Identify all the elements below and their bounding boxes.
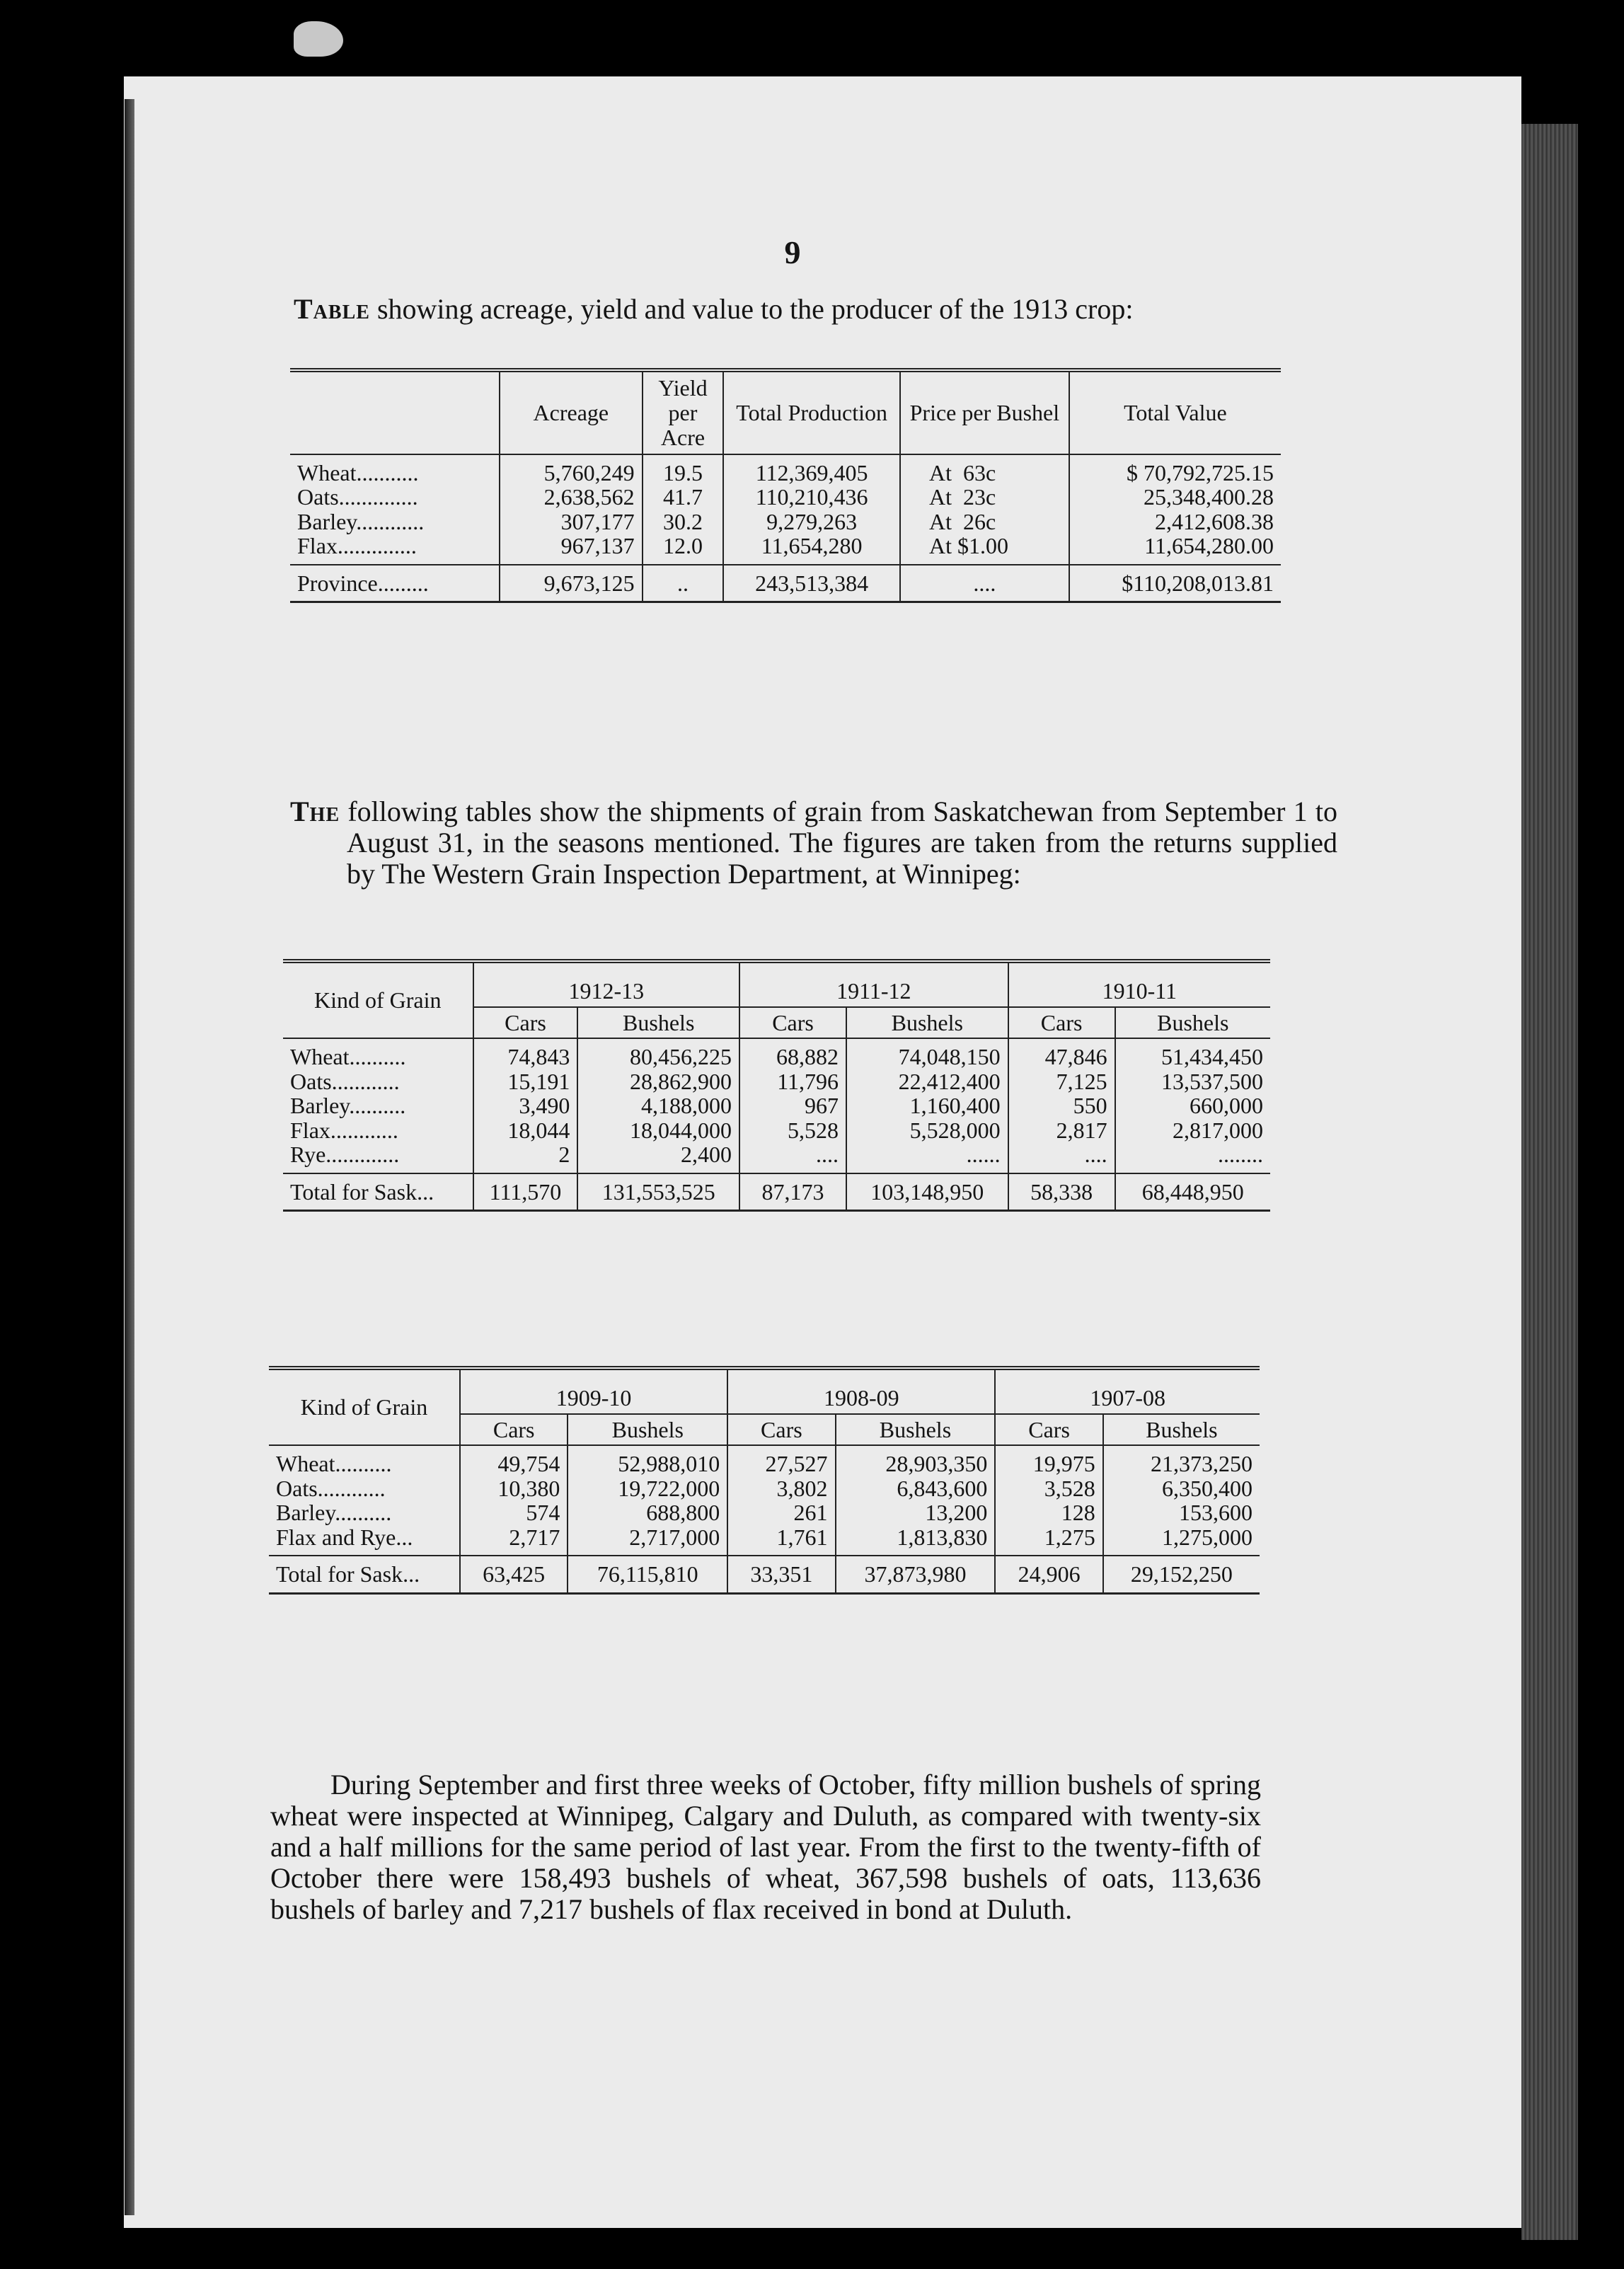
grain-labels: Wheat.......... Oats............ Barley.......... Flax and Rye... [276,1451,413,1550]
crop-total-row [290,565,1281,602]
total-label: Total for Sask... [276,1561,420,1587]
price-header: Price per Bushel [900,370,1069,454]
bushels-header: Bushels [577,1007,739,1039]
province-acreage: 9,673,125 [500,565,643,602]
crop-value: $ 70,792,725.15 25,348,400.28 2,412,608.38 11,654,280.00 [1069,454,1281,565]
grain-labels: Wheat.......... Oats............ Barley.......... Flax............ Rye............. [290,1044,406,1168]
shipments-data-row [269,1445,1260,1556]
season-header: 1907-08 [995,1368,1260,1414]
bushels-values: 52,988,010 19,722,000 688,800 2,717,000 [568,1445,727,1556]
cars-header: Cars [727,1414,835,1446]
province-label: Province......... [297,570,429,596]
cars-values: 47,846 7,125 550 2,817 .... [1008,1038,1115,1173]
total-bushels: 76,115,810 [568,1556,727,1593]
bushels-header: Bushels [846,1007,1008,1039]
caption-text: showing acreage, yield and value to the producer of the 1913 crop: [369,293,1134,325]
cars-header: Cars [995,1414,1102,1446]
province-yield: .. [643,565,724,602]
total-cars: 24,906 [995,1556,1102,1593]
province-value: $110,208,013.81 [1069,565,1281,602]
total-bushels: 131,553,525 [577,1173,739,1211]
shipments-total-row [269,1556,1260,1593]
bushels-values: 21,373,250 6,350,400 153,600 1,275,000 [1103,1445,1260,1556]
bushels-values: 51,434,450 13,537,500 660,000 2,817,000 ........ [1115,1038,1270,1173]
acreage-header: Acreage [500,370,643,454]
total-cars: 87,173 [739,1173,846,1211]
bushels-header: Bushels [836,1414,996,1446]
cars-values: 27,527 3,802 261 1,761 [727,1445,835,1556]
total-bushels: 37,873,980 [836,1556,996,1593]
shipments-total-row [283,1173,1270,1211]
shipments-table-1912-1910 [283,959,1270,1212]
crop-labels: Wheat........... Oats.............. Barley............ Flax.............. [297,459,425,559]
caption-lead: Table [294,293,370,325]
cars-values: 49,754 10,380 574 2,717 [460,1445,568,1556]
bushels-header: Bushels [1103,1414,1260,1446]
crop-acreage: 5,760,249 2,638,562 307,177 967,137 [500,454,643,565]
value-header: Total Value [1069,370,1281,454]
season-header: 1912-13 [473,961,740,1007]
shipments-paragraph [290,796,1337,890]
total-cars: 33,351 [727,1556,835,1593]
province-price: .... [900,565,1069,602]
cars-values: 74,843 15,191 3,490 18,044 2 [473,1038,578,1173]
page-binding-shadow [125,99,134,2215]
closing-paragraph: During September and first three weeks of October, fifty million bushels of spring wheat were inspected at Winnipeg, Calgary and Duluth, as compared with twenty-six and a half millions for the same period of last year. From the first to the twenty-fifth of October there were 158,493 bushels of wheat, 367,598 bushels of oats, 113,636 bushels of barley and 7,217 bushels of flax received in bond at Duluth. [270,1769,1261,1925]
season-header: 1910-11 [1008,961,1270,1007]
bushels-header: Bushels [568,1414,727,1446]
total-bushels: 68,448,950 [1115,1173,1270,1211]
kind-of-grain-header: Kind of Grain [300,1394,428,1420]
cars-header: Cars [473,1007,578,1039]
shipments-data-row [283,1038,1270,1173]
bushels-values: 74,048,150 22,412,400 1,160,400 5,528,000 ...... [846,1038,1008,1173]
scan-smudge [294,21,343,57]
crop-1913-table [290,368,1281,603]
shipments-lead: The [290,795,340,827]
crop-price: At 63c At 23c At 26c At $1.00 [900,454,1069,565]
cars-header: Cars [1008,1007,1115,1039]
season-header: 1909-10 [460,1368,727,1414]
yield-header: Yield per Acre [643,370,724,454]
shipments-table-1909-1907 [269,1366,1260,1595]
total-bushels: 29,152,250 [1103,1556,1260,1593]
province-production: 243,513,384 [723,565,900,602]
cars-values: 68,882 11,796 967 5,528 .... [739,1038,846,1173]
crop-table-caption [294,294,1298,325]
bushels-header: Bushels [1115,1007,1270,1039]
page-stack-edge [1521,124,1578,2240]
total-label: Total for Sask... [290,1178,434,1205]
total-cars: 63,425 [460,1556,568,1593]
cars-values: 19,975 3,528 128 1,275 [995,1445,1102,1556]
kind-of-grain-header: Kind of Grain [314,987,442,1013]
season-header: 1908-09 [727,1368,995,1414]
bushels-values: 80,456,225 28,862,900 4,188,000 18,044,000 2,400 [577,1038,739,1173]
total-bushels: 103,148,950 [846,1173,1008,1211]
bushels-values: 28,903,350 6,843,600 13,200 1,813,830 [836,1445,996,1556]
cars-header: Cars [739,1007,846,1039]
season-header: 1911-12 [739,961,1008,1007]
label-header-blank [290,370,500,454]
total-cars: 58,338 [1008,1173,1115,1211]
production-header: Total Production [723,370,900,454]
cars-header: Cars [460,1414,568,1446]
page-number: 9 [784,234,801,270]
crop-production: 112,369,405 110,210,436 9,279,263 11,654,280 [723,454,900,565]
crop-data-row [290,454,1281,565]
total-cars: 111,570 [473,1173,578,1211]
crop-yield: 19.5 41.7 30.2 12.0 [643,454,724,565]
shipments-text: following tables show the shipments of grain from Saskatchewan from September 1 to August 31, in the seasons mentioned. The figures are taken from the returns supplied by The Western Grain Inspection Department, at Winnipeg: [340,795,1337,890]
